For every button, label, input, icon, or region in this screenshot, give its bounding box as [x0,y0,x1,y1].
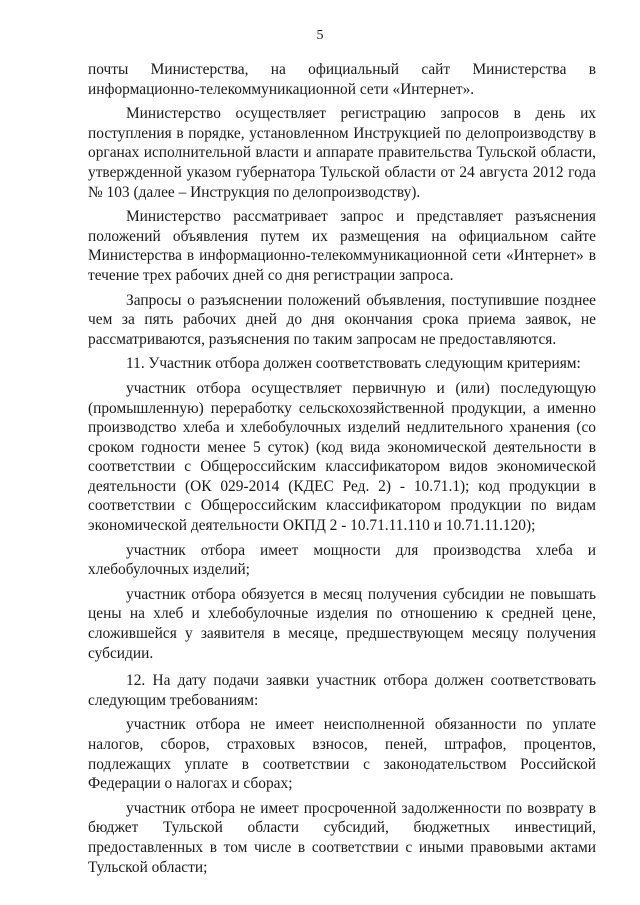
paragraph-requirement-debt: участник отбора не имеет просроченной задолженности по возврату в бюджет Тульской области субсидий, бюджетных инвестиций, предоставленных в том числе в соответствии с иными правовыми актами Тульской области; [88,799,596,876]
paragraph-criteria-heading: 11. Участник отбора должен соответствовать следующим критериям: [126,355,581,373]
paragraph-criterion-capacity: участник отбора имеет мощности для производства хлеба и хлебобулочных изделий; [88,541,596,579]
paragraph-registration: Министерство осуществляет регистрацию запросов в день их поступления в порядке, установленном Инструкцией по делопроизводству в органах исполнительной власти и аппарате правительства Тульской области, утвержденной указом губернатора Тульской области от 24 августа 2012 года № 103 (далее – Инструкция по делопроизводству). [88,105,596,201]
paragraph-clarification: Министерство рассматривает запрос и представляет разъяснения положений объявления путем их размещения на официальном сайте Министерства в информационно-телекоммуникационной сети «Интернет» в течение трех рабочих дней со дня регистрации запроса. [88,208,596,284]
paragraph-requirement-taxes: участник отбора не имеет неисполненной обязанности по уплате налогов, сборов, страховых взносов, пеней, штрафов, процентов, подлежащих уплате в соответствии с законодательством Российской Федерации о налогах и сборах; [88,716,596,793]
paragraph-continuation: почты Министерства, на официальный сайт Министерства в информационно-телекоммуникационной сети «Интернет». [88,61,596,98]
document-body [88,60,596,877]
paragraph-criterion-prices: участник отбора обязуется в месяц получения субсидии не повышать цены на хлеб и хлебобулочные изделия по отношению к средней цене, сложившейся у заявителя в месяце, предшествующем месяцу получения субсидии. [88,585,596,662]
paragraph-criterion-processing: участник отбора осуществляет первичную и (или) последующую (промышленную) переработку сельскохозяйственной продукции, а именно производство хлеба и хлебобулочных изделий недлительного хранения (со сроком годности менее 5 суток) (код вида экономической деятельности в соответствии с Общероссийским классификатором видов экономической деятельности (ОК 029-2014 (КДЕС Ред. 2) - 10.71.1); код продукции в соответствии с Общероссийским классификатором продукции по видам экономической деятельности ОКПД 2 - 10.71.11.110 и 10.71.11.120); [88,379,596,535]
paragraph-requirements-heading: 12. На дату подачи заявки участник отбора должен соответствовать следующим требованиям: [88,672,596,709]
paragraph-late-requests: Запросы о разъяснении положений объявления, поступившие позднее чем за пять рабочих дней до дня окончания срока приема заявок, не рассматриваются, разъяснения по таким запросам не предоставляются. [88,291,596,348]
page-number: 5 [316,28,324,43]
